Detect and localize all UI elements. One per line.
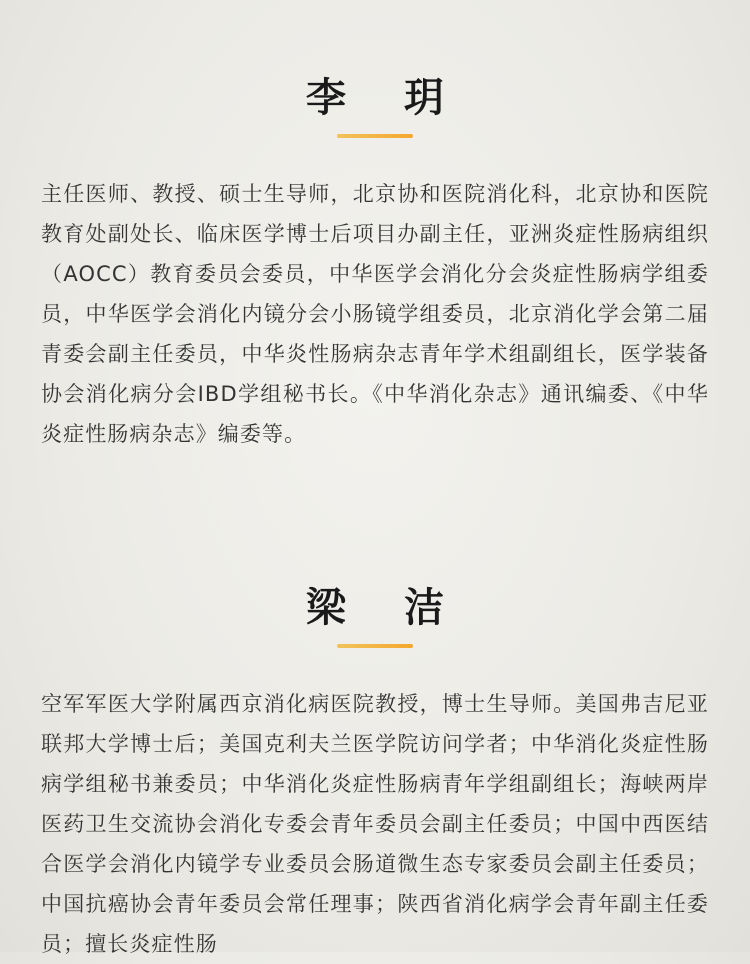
- name-underline-divider: [337, 644, 413, 648]
- profile-bio: 空军军医大学附属西京消化病医院教授，博士生导师。美国弗吉尼亚联邦大学博士后；美国克利夫兰医学院访问学者；中华消化炎症性肠病学组秘书兼委员；中华消化炎症性肠病青年学组副组长；海峡两岸医药卫生交流协会消化专委会青年委员会副主任委员；中国中西医结合医学会消化内镜学专业委员会肠道微生态专家委员会副主任委员；中国抗癌协会青年委员会常任理事；陕西省消化病学会青年副主任委员；擅长炎症性肠: [41, 692, 709, 956]
- profile-bio: 主任医师、教授、硕士生导师，北京协和医院消化科，北京协和医院教育处副处长、临床医学博士后项目办副主任，亚洲炎症性肠病组织（AOCC）教育委员会委员，中华医学会消化分会炎症性肠病学组委员，中华医学会消化内镜分会小肠镜学组委员，北京消化学会第二届青委会副主任委员，中华炎性肠病杂志青年学术组副组长，医学装备协会消化病分会IBD学组秘书长。《中华消化杂志》通讯编委、《中华炎症性肠病杂志》编委等。: [41, 182, 709, 446]
- profile-name: 梁 洁: [306, 584, 466, 631]
- profile-section-li-yue: [0, 72, 750, 454]
- profile-name: 李 玥: [306, 74, 466, 121]
- name-underline-divider: [337, 134, 413, 138]
- profile-section-liang-jie: [0, 582, 750, 964]
